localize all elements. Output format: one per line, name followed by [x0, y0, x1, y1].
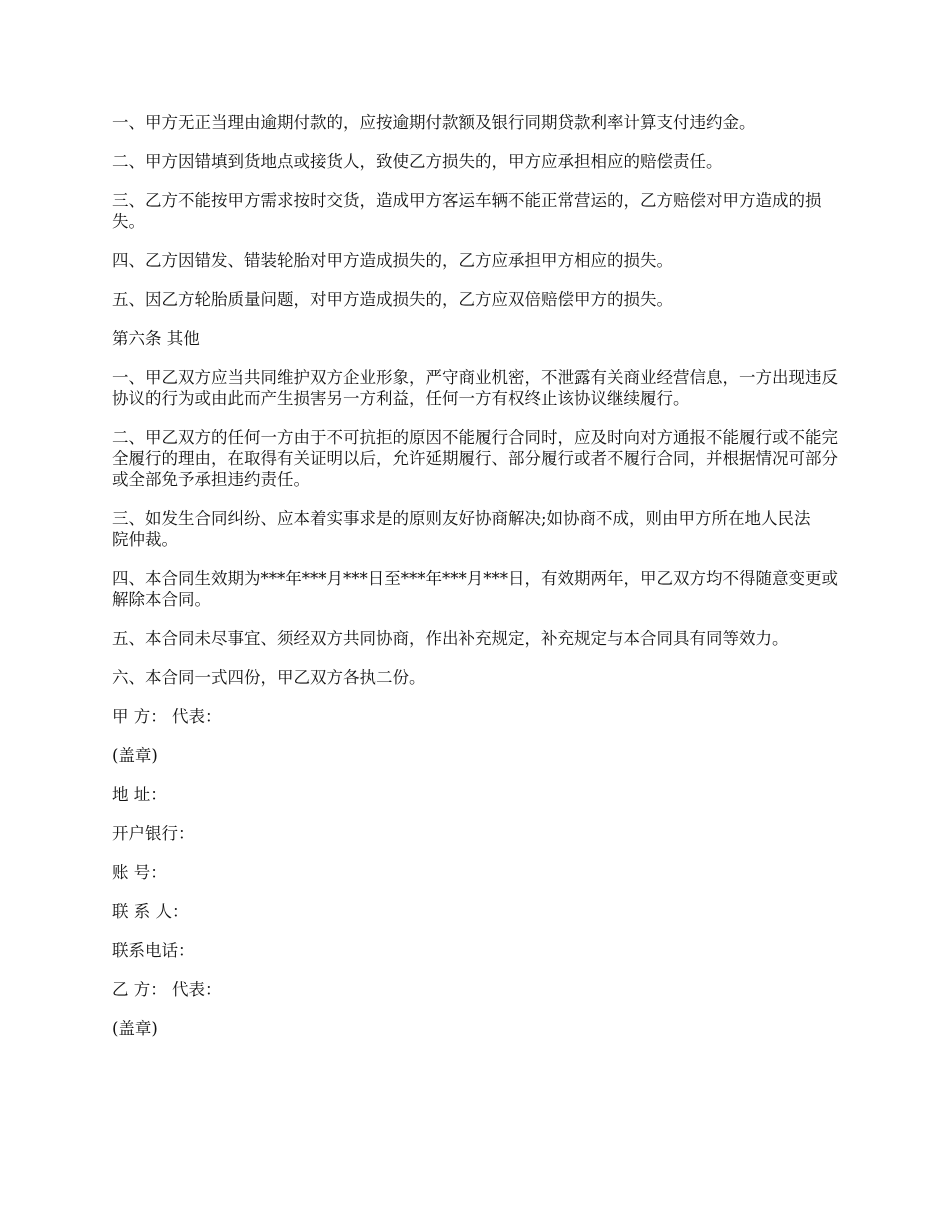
- clause-paragraph: 五、因乙方轮胎质量问题，对甲方造成损失的，乙方应双倍赔偿甲方的损失。: [112, 290, 673, 309]
- clause-paragraph: 一、甲方无正当理由逾期付款的，应按逾期付款额及银行同期贷款利率计算支付违约金。: [112, 113, 756, 132]
- contact-phone-field: 联系电话：: [112, 941, 195, 960]
- clause-paragraph: 二、甲乙双方的任何一方由于不可抗拒的原因不能履行合同时，应及时向对方通报不能履行或不能完全履行的理由，在取得有关证明以后，允许延期履行、部分履行或者不履行合同，并根据情况可部分或全部免予承担违约责任。: [112, 428, 838, 489]
- clause-paragraph: 一、甲乙双方应当共同维护双方企业形象，严守商业机密，不泄露有关商业经营信息，一方出现违反协议的行为或由此而产生损害另一方利益，任何一方有权终止该协议继续履行。: [112, 368, 838, 408]
- account-field: 账 号：: [112, 863, 167, 882]
- address-field: 地 址：: [112, 785, 167, 804]
- clause-paragraph: 四、本合同生效期为***年***月***日至***年***月***日，有效期两年，甲乙双方均不得随意变更或解除本合同。: [112, 569, 838, 609]
- clause-paragraph: 六、本合同一式四份，甲乙双方各执二份。: [112, 668, 426, 687]
- contact-person-field: 联 系 人：: [112, 902, 189, 921]
- clause-paragraph: 三、乙方不能按甲方需求按时交货，造成甲方客运车辆不能正常营运的，乙方赔偿对甲方造成的损失。: [112, 191, 822, 231]
- document-body: [112, 112, 847, 1057]
- party-a-representative-field: 甲 方： 代表：: [112, 707, 222, 726]
- party-b-representative-field: 乙 方： 代表：: [112, 980, 222, 999]
- bank-field: 开户银行：: [112, 824, 195, 843]
- clause-paragraph: 三、如发生合同纠纷、应本着实事求是的原则友好协商解决;如协商不成，则由甲方所在地人民法院仲裁。: [112, 509, 811, 549]
- section-heading: 第六条 其他: [112, 329, 200, 348]
- clause-paragraph: 四、乙方因错发、错装轮胎对甲方造成损失的，乙方应承担甲方相应的损失。: [112, 251, 673, 270]
- party-b-seal-field: (盖章): [112, 1019, 158, 1038]
- clause-paragraph: 二、甲方因错填到货地点或接货人，致使乙方损失的，甲方应承担相应的赔偿责任。: [112, 152, 723, 171]
- clause-paragraph: 五、本合同未尽事宜、须经双方共同协商，作出补充规定，补充规定与本合同具有同等效力。: [112, 629, 789, 648]
- party-a-seal-field: (盖章): [112, 746, 158, 765]
